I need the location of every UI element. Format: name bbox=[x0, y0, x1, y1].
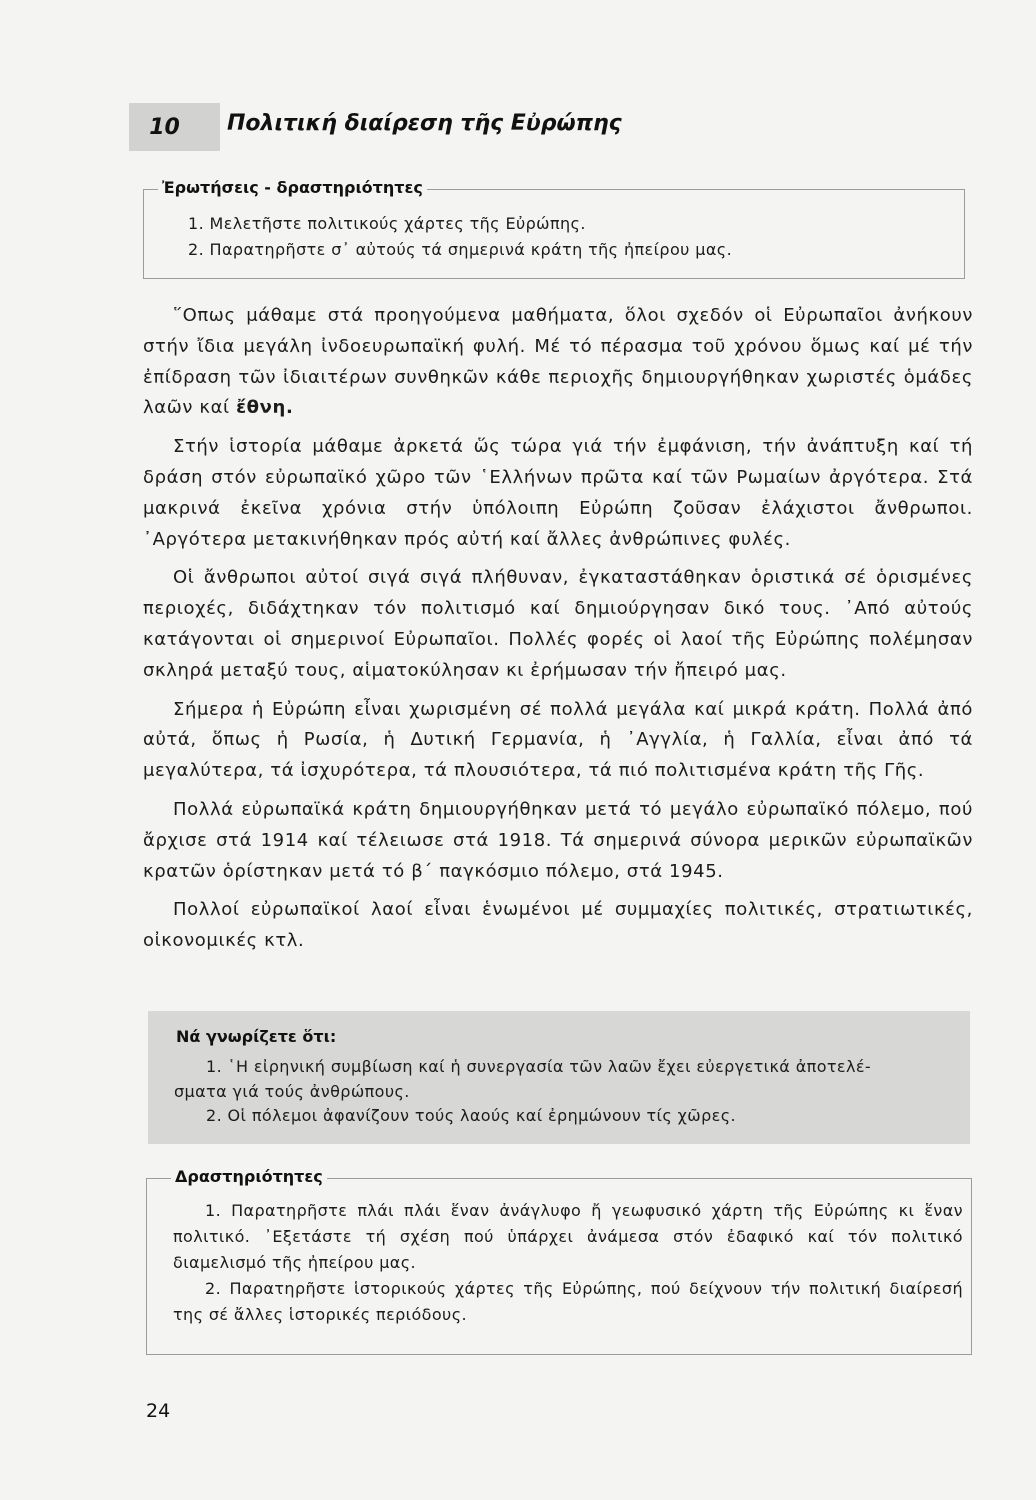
activity-item-number: 1. bbox=[205, 1201, 222, 1220]
activity-item bbox=[173, 1276, 963, 1328]
page-title: Πολιτική διαίρεση τῆς Εὐρώπης bbox=[227, 111, 622, 136]
know-title: Νά γνωρίζετε ὅτι: bbox=[176, 1027, 337, 1046]
page-number: 24 bbox=[146, 1400, 171, 1422]
paragraph-5: Πολλά εὐρωπαϊκά κράτη δημιουργήθηκαν μετά τό μεγάλο εὐρωπαϊκό πόλεμο, πού ἄρχισε στά 1914 καί τέλειωσε στά 1918. Τά σημερινά σύνορα μερικῶν εὐρωπαϊκῶν κρατῶν ὁρίστηκαν μετά τό β΄ παγκόσμιο πόλεμο, στά 1945. bbox=[143, 798, 973, 882]
paragraph-1 bbox=[143, 301, 973, 424]
know-item bbox=[174, 1055, 958, 1104]
questions-box bbox=[143, 178, 965, 279]
question-item: 1. Μελετῆστε πολιτικούς χάρτες τῆς Εὐρώπης. bbox=[188, 214, 586, 233]
activity-item-text: Παρατηρῆστε πλάι πλάι ἕναν ἀνάγλυφο ἤ γεωφυσικό χάρτη τῆς Εὐρώπης κι ἕναν πολιτικό. ᾽Εξετάστε τή σχέση πού ὑπάρχει ἀνάμεσα στόν ἐδαφικό καί τόν πολιτικό διαμελισμό τῆς ἠπείρου μας. bbox=[173, 1201, 963, 1272]
know-box bbox=[148, 1011, 970, 1144]
know-item: 2. Οἱ πόλεμοι ἀφανίζουν τούς λαούς καί ἐρημώνουν τίς χῶρες. bbox=[206, 1106, 736, 1125]
activities-box bbox=[146, 1167, 972, 1355]
activity-item-number: 2. bbox=[205, 1279, 222, 1298]
activities-list bbox=[173, 1198, 963, 1328]
main-text bbox=[143, 301, 973, 965]
know-list bbox=[174, 1055, 958, 1129]
chapter-number: 10 bbox=[149, 114, 180, 140]
paragraph-6: Πολλοί εὐρωπαϊκοί λαοί εἶναι ἑνωμένοι μέ συμμαχίες πολιτικές, στρατιωτικές, οἰκονομικές κτλ. bbox=[143, 899, 973, 952]
know-item-1-line-2: σματα γιά τούς ἀνθρώπους. bbox=[174, 1081, 410, 1101]
chapter-number-box bbox=[129, 103, 220, 151]
activity-item-text: Παρατηρῆστε ἱστορικούς χάρτες τῆς Εὐρώπης, πού δείχνουν τήν πολιτική διαίρεσή της σέ ἄλλες ἱστορικές περιόδους. bbox=[173, 1279, 963, 1324]
paragraph-1-text: ῞Οπως μάθαμε στά προηγούμενα μαθήματα, ὅλοι σχεδόν οἱ Εὐρωπαῖοι ἀνήκουν στήν ἴδια μεγάλη ἰνδοευρωπαϊκή φυλή. Μέ τό πέρασμα τοῦ χρόνου ὅμως καί μέ τήν ἐπίδραση τῶν ἰδιαιτέρων συνθηκῶν κάθε περιοχῆς δημιουργήθηκαν χωριστές ὁμάδες λαῶν καί bbox=[143, 305, 973, 419]
paragraph-1-end: . bbox=[285, 397, 294, 419]
question-item: 2. Παρατηρῆστε σ᾽ αὐτούς τά σημερινά κράτη τῆς ἠπείρου μας. bbox=[188, 240, 733, 259]
activity-item bbox=[173, 1198, 963, 1276]
questions-list bbox=[188, 211, 732, 263]
activities-legend: Δραστηριότητες bbox=[171, 1167, 327, 1186]
paragraph-3: Οἱ ἄνθρωποι αὐτοί σιγά σιγά πλήθυναν, ἐγκαταστάθηκαν ὁριστικά σέ ὁρισμένες περιοχές, διδάχτηκαν τόν πολιτισμό καί δημιούργησαν δικό τους. ᾽Από αὐτούς κατάγονται οἱ σημερινοί Εὐρωπαῖοι. Πολλές φορές οἱ λαοί τῆς Εὐρώπης πολέμησαν σκληρά μεταξύ τους, αἱματοκύλησαν κι ἐρήμωσαν τήν ἤπειρό μας. bbox=[143, 567, 973, 681]
paragraph-1-bold-term: ἔθνη bbox=[236, 397, 286, 419]
paragraph-4: Σήμερα ἡ Εὐρώπη εἶναι χωρισμένη σέ πολλά μεγάλα καί μικρά κράτη. Πολλά ἀπό αὐτά, ὅπως ἡ Ρωσία, ἡ Δυτική Γερμανία, ἡ ᾽Αγγλία, ἡ Γαλλία, εἶναι ἀπό τά μεγαλύτερα, τά ἰσχυρότερα, τά πλουσιότερα, τά πιό πολιτισμένα κράτη τῆς Γῆς. bbox=[143, 698, 973, 782]
questions-legend: Ἐρωτήσεις - δραστηριότητες bbox=[158, 178, 427, 197]
paragraph-2: Στήν ἱστορία μάθαμε ἀρκετά ὥς τώρα γιά τήν ἐμφάνιση, τήν ἀνάπτυξη καί τή δράση στόν εὐρωπαϊκό χῶρο τῶν ῾Ελλήνων πρῶτα καί τῶν Ρωμαίων ἀργότερα. Στά μακρινά ἐκεῖνα χρόνια στήν ὑπόλοιπη Εὐρώπη ζοῦσαν ἐλάχιστοι ἄνθρωποι. ᾽Αργότερα μετακινήθηκαν πρός αὐτή καί ἄλλες ἀνθρώπινες φυλές. bbox=[143, 436, 973, 550]
know-item-1-line-1: 1. ῾Η εἰρηνική συμβίωση καί ἡ συνεργασία τῶν λαῶν ἔχει εὐεργετικά ἀποτελέ- bbox=[206, 1057, 872, 1076]
